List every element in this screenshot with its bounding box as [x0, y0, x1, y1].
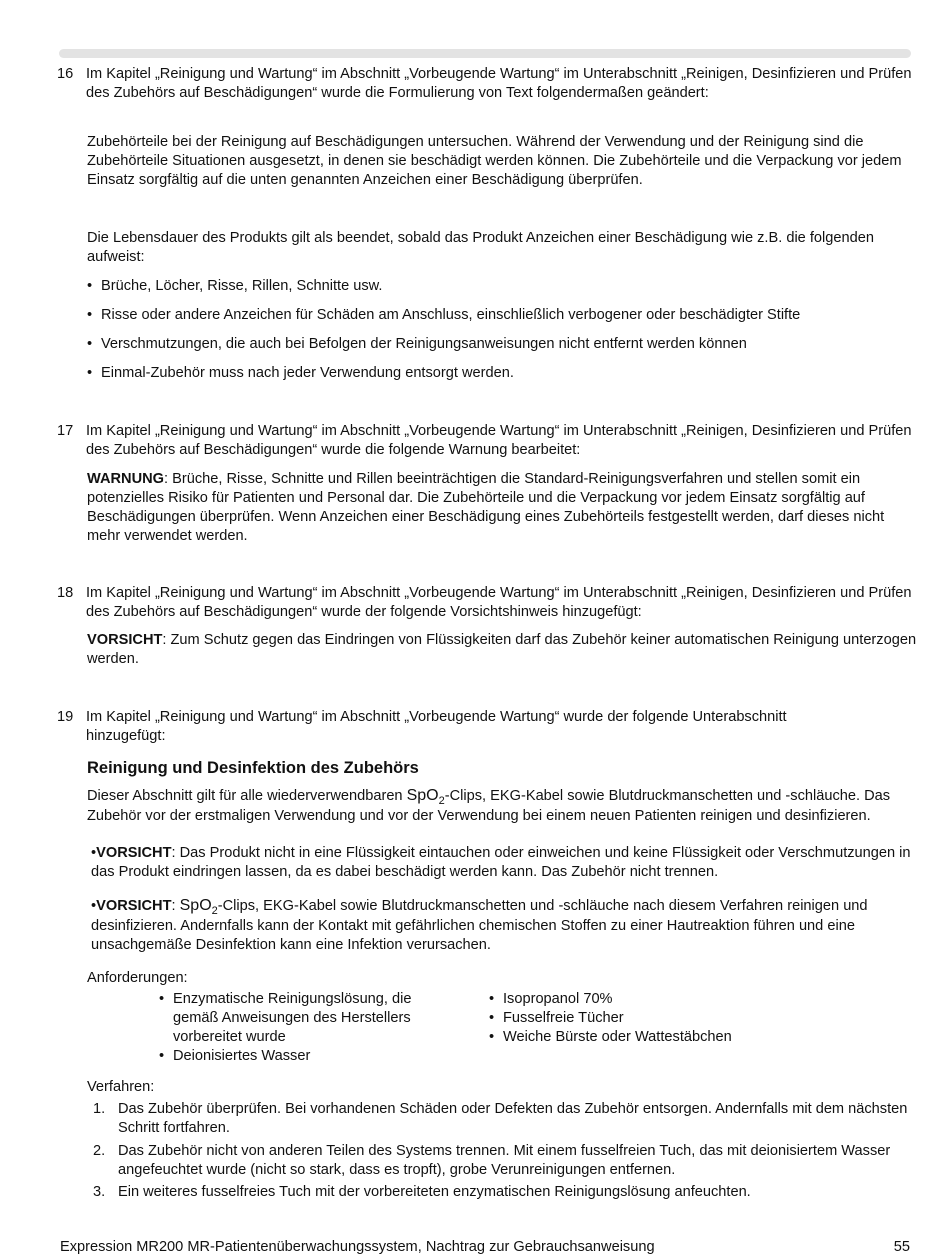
section-18 [57, 584, 917, 622]
section-number: 18 [57, 585, 74, 601]
heading-text: Reinigung und Desinfektion des Zubehörs [87, 759, 419, 777]
section-17 [57, 422, 917, 460]
top-divider-bar [59, 49, 911, 58]
caution-notice [87, 631, 917, 669]
list-item: • Verschmutzungen, die auch bei Befolgen der Reinigungsanweisungen nicht entfernt werden können [87, 336, 747, 352]
bullet-icon: • [489, 991, 495, 1007]
procedure-step-1: 1. Das Zubehör überprüfen. Bei vorhandenen Schäden oder Defekten das Zubehör entsorgen. Andernfalls mit dem nächsten Schritt fortfahren. [93, 1101, 908, 1136]
list-item: • Brüche, Löcher, Risse, Rillen, Schnitte usw. [87, 278, 383, 294]
bullet-icon: • [87, 336, 93, 352]
warning-label: WARNUNG [87, 471, 165, 487]
list-item: • Weiche Bürste oder Wattestäbchen [489, 1029, 732, 1045]
procedure-step-2: 2. Das Zubehör nicht von anderen Teilen des Systems trennen. Mit einem fusselfreien Tuch, das mit deionisiertem Wasser angefeuchtet wurde (nicht so stark, dass es tropft), grobe Verunreinigungen entfernen. [93, 1143, 891, 1178]
subsection-intro-paragraph: Dieser Abschnitt gilt für alle wiederverwendbaren SpO$_2$-Clips, EKG-Kabel sowie Blutdruckmanschetten und -schläuche. Das Zubehör vor der erstmaligen Verwendung und vor der Verwendung bei einem neuen Patienten reinigen und desinfizieren. [87, 787, 891, 824]
section-number: 16 [57, 66, 74, 82]
section-number: 17 [57, 423, 74, 439]
section-16-bullet-list [87, 277, 917, 383]
section-intro: Im Kapitel „Reinigung und Wartung“ im Abschnitt „Vorbeugende Wartung“ wurde der folgende Unterabschnitt hinzugefügt: [86, 709, 787, 744]
warning-notice [87, 470, 917, 546]
section-16 [57, 65, 917, 103]
requirements-list-right [489, 990, 789, 1047]
footer-title: Expression MR200 MR-Patientenüberwachungssystem, Nachtrag zur Gebrauchsanweisung [60, 1239, 655, 1255]
caution-label: VORSICHT [96, 845, 172, 861]
bullet-icon: • [159, 1048, 165, 1064]
list-item: • Isopropanol 70% [489, 991, 613, 1007]
section-number: 19 [57, 709, 74, 725]
caution-notice-1: •VORSICHT: Das Produkt nicht in eine Flüssigkeit eintauchen oder einweichen und keine Flüssigkeit oder Verschmutzungen in das Produkt eindringen lassen, da es dabei beschädigt werden kann. Das Zubehör nicht trennen. [91, 845, 911, 880]
page-footer [60, 1238, 910, 1257]
list-item: • Risse oder andere Anzeichen für Schäden am Anschluss, einschließlich verbogener oder beschädigter Stifte [87, 307, 801, 323]
caution-notice-2: •VORSICHT: SpO$_2$-Clips, EKG-Kabel sowie Blutdruckmanschetten und -schläuche nach diesem Verfahren reinigen und desinfizieren. Andernfalls kann der Kontakt mit gefährlichen chemischen Stoffen zu einer Hautreaktion führen und eine unsachgemäße Desinfektion kann eine Infektion verursachen. [91, 897, 868, 953]
caution-label: VORSICHT [96, 898, 172, 914]
paragraph: Die Lebensdauer des Produkts gilt als beendet, sobald das Produkt Anzeichen einer Beschädigung wie z.B. die folgenden aufweist: [87, 230, 874, 265]
section-intro: Im Kapitel „Reinigung und Wartung“ im Abschnitt „Vorbeugende Wartung“ im Unterabschnitt „Reinigen, Desinfizieren und Prüfen des Zubehörs auf Beschädigungen“ wurde der folgende Vorsichtshinweis hinzugefügt: [86, 585, 912, 620]
section-16-paragraph-1 [87, 133, 917, 190]
bullet-icon: • [87, 365, 93, 381]
bullet-icon: • [489, 1010, 495, 1026]
requirements-list-left [159, 990, 454, 1066]
list-item: • Einmal-Zubehör muss nach jeder Verwendung entsorgt werden. [87, 365, 514, 381]
bullet-icon: • [489, 1029, 495, 1045]
procedure-label: Verfahren: [87, 1079, 155, 1095]
bullet-icon: • [87, 307, 93, 323]
section-intro: Im Kapitel „Reinigung und Wartung“ im Abschnitt „Vorbeugende Wartung“ im Unterabschnitt „Reinigen, Desinfizieren und Prüfen des Zubehörs auf Beschädigungen“ wurde die folgende Warnung bearbeitet: [86, 423, 912, 458]
requirements-label: Anforderungen: [87, 970, 188, 986]
section-16-paragraph-2 [87, 229, 917, 267]
list-item: • Fusselfreie Tücher [489, 1010, 624, 1026]
bullet-icon: • [87, 278, 93, 294]
list-item: • Deionisiertes Wasser [159, 1048, 311, 1064]
caution-text: : Zum Schutz gegen das Eindringen von Flüssigkeiten darf das Zubehör keiner automatischen Reinigung unterzogen werden. [87, 632, 917, 667]
caution-label: VORSICHT [87, 632, 163, 648]
page-number: 55 [893, 1239, 910, 1255]
list-item: • Enzymatische Reinigungslösung, die gemäß Anweisungen des Herstellers vorbereitet wurde [159, 991, 412, 1045]
paragraph: Zubehörteile bei der Reinigung auf Beschädigungen untersuchen. Während der Verwendung und der Reinigung sind die Zubehörteile Situationen ausgesetzt, in denen sie beschädigt werden können. Die Zubehörteile und die Verpackung vor jedem Einsatz sorgfältig auf die unten genannten Anzeichen einer Beschädigung überprüfen. [87, 134, 902, 188]
subsection-heading [87, 759, 917, 778]
section-19 [57, 708, 917, 746]
bullet-icon: • [159, 991, 165, 1007]
procedure-step-3: 3. Ein weiteres fusselfreies Tuch mit der vorbereiteten enzymatischen Reinigungslösung anfeuchten. [93, 1184, 751, 1200]
warning-text: : Brüche, Risse, Schnitte und Rillen beeinträchtigen die Standard-Reinigungsverfahren und stellen somit ein potenzielles Risiko für Patienten und Personal dar. Die Zubehörteile und die Verpackung vor jedem Einsatz sorgfältig auf Beschädigungen überprüfen. Wenn Anzeichen einer Beschädigung eines Zubehörteils festgestellt werden, darf dieses nicht mehr verwendet werden. [87, 471, 885, 544]
section-intro: Im Kapitel „Reinigung und Wartung“ im Abschnitt „Vorbeugende Wartung“ im Unterabschnitt „Reinigen, Desinfizieren und Prüfen des Zubehörs auf Beschädigungen“ wurde die Formulierung von Text folgendermaßen geändert: [86, 66, 912, 101]
